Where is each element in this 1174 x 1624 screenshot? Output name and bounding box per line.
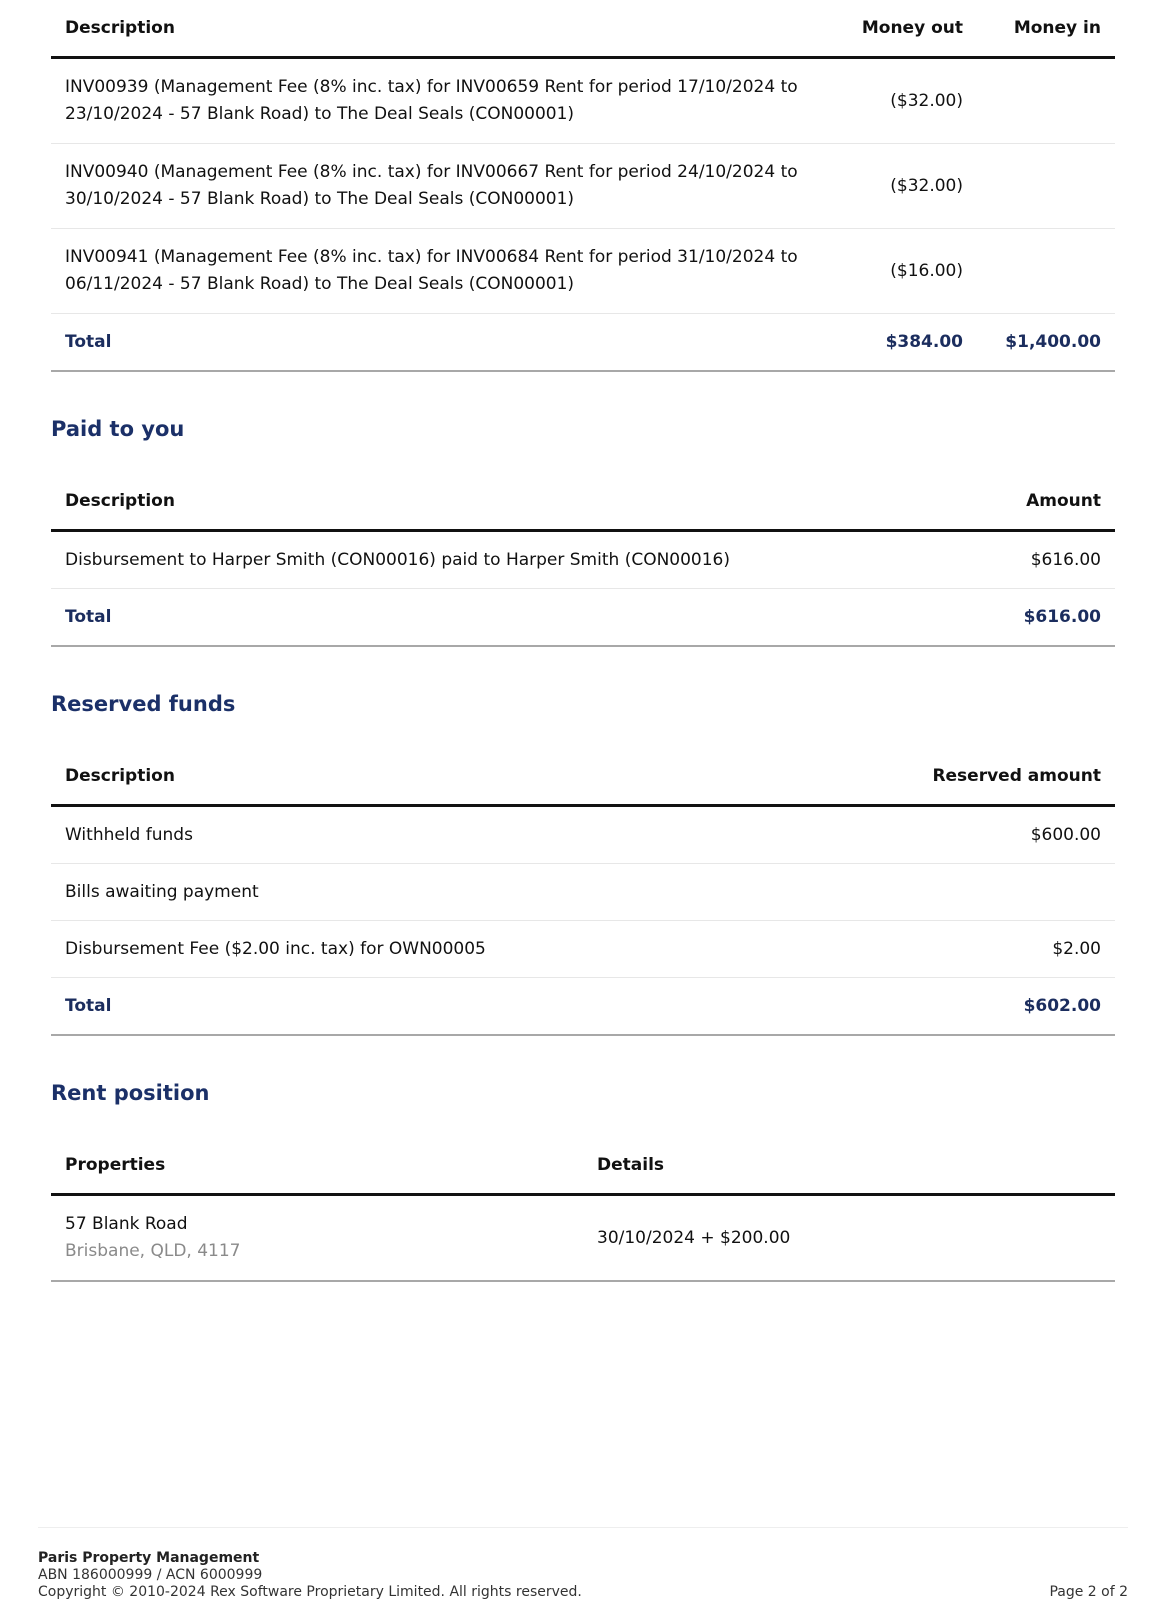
reserved-funds-section <box>51 692 1115 1036</box>
description-header: Description <box>51 0 831 58</box>
rent-position-section <box>51 1081 1115 1282</box>
money-in-cell <box>977 229 1115 314</box>
table-header-row <box>51 748 1115 806</box>
invoices-table <box>51 0 1115 372</box>
total-amount: $602.00 <box>865 978 1115 1036</box>
property-address: 57 Blank Road <box>65 1214 188 1234</box>
money-in-cell <box>977 58 1115 144</box>
money-out-cell: ($16.00) <box>831 229 977 314</box>
total-label: Total <box>51 589 915 647</box>
total-money-out: $384.00 <box>831 314 977 372</box>
table-header-row <box>51 1137 1115 1195</box>
amount-cell <box>865 864 1115 921</box>
total-label: Total <box>51 978 865 1036</box>
table-row <box>51 921 1115 978</box>
properties-header: Properties <box>51 1137 583 1195</box>
reserved-funds-table <box>51 748 1115 1036</box>
description-line: 06/11/2024 - 57 Blank Road) to The Deal Seals (CON00001) <box>65 274 575 294</box>
section-title: Reserved funds <box>51 692 236 716</box>
table-row <box>51 1195 1115 1282</box>
description-line: INV00939 (Management Fee (8% inc. tax) for INV00659 Rent for period 17/10/2024 to <box>65 77 798 97</box>
description-line: INV00940 (Management Fee (8% inc. tax) for INV00667 Rent for period 24/10/2024 to <box>65 162 798 182</box>
total-amount: $616.00 <box>915 589 1115 647</box>
money-out-cell: ($32.00) <box>831 144 977 229</box>
money-in-cell <box>977 144 1115 229</box>
statement-content <box>51 0 1115 1282</box>
company-registration: ABN 186000999 / ACN 6000999 <box>38 1567 263 1583</box>
total-label: Total <box>51 314 831 372</box>
description-cell <box>51 229 831 314</box>
table-row <box>51 806 1115 864</box>
money-out-header: Money out <box>831 0 977 58</box>
table-row <box>51 58 1115 144</box>
total-row <box>51 314 1115 372</box>
description-line: INV00941 (Management Fee (8% inc. tax) for INV00684 Rent for period 31/10/2024 to <box>65 247 798 267</box>
paid-to-you-section <box>51 417 1115 647</box>
page-number: Page 2 of 2 <box>1049 1584 1128 1600</box>
description-header: Description <box>51 473 915 531</box>
rent-position-table <box>51 1137 1115 1282</box>
description-cell: Disbursement to Harper Smith (CON00016) paid to Harper Smith (CON00016) <box>51 531 915 589</box>
table-row <box>51 531 1115 589</box>
rent-details-cell: 30/10/2024 + $200.00 <box>583 1195 1115 1282</box>
company-name: Paris Property Management <box>38 1550 260 1566</box>
reserved-amount-header: Reserved amount <box>865 748 1115 806</box>
section-title: Rent position <box>51 1081 210 1105</box>
paid-to-you-table <box>51 473 1115 647</box>
table-header-row <box>51 473 1115 531</box>
description-line: 23/10/2024 - 57 Blank Road) to The Deal Seals (CON00001) <box>65 104 575 124</box>
amount-cell: $2.00 <box>865 921 1115 978</box>
description-cell: Bills awaiting payment <box>51 864 865 921</box>
money-in-header: Money in <box>977 0 1115 58</box>
table-row <box>51 229 1115 314</box>
property-cell <box>51 1195 583 1282</box>
description-header: Description <box>51 748 865 806</box>
description-line: 30/10/2024 - 57 Blank Road) to The Deal Seals (CON00001) <box>65 189 575 209</box>
table-row <box>51 144 1115 229</box>
table-row <box>51 864 1115 921</box>
amount-cell: $616.00 <box>915 531 1115 589</box>
description-cell <box>51 58 831 144</box>
total-row <box>51 978 1115 1036</box>
page-footer <box>38 1527 1128 1601</box>
section-title: Paid to you <box>51 417 185 441</box>
total-row <box>51 589 1115 647</box>
description-cell: Withheld funds <box>51 806 865 864</box>
amount-cell: $600.00 <box>865 806 1115 864</box>
total-money-in: $1,400.00 <box>977 314 1115 372</box>
copyright-notice: Copyright © 2010-2024 Rex Software Proprietary Limited. All rights reserved. <box>38 1584 582 1600</box>
money-out-cell: ($32.00) <box>831 58 977 144</box>
description-cell <box>51 144 831 229</box>
property-suburb: Brisbane, QLD, 4117 <box>65 1241 241 1261</box>
details-header: Details <box>583 1137 1115 1195</box>
amount-header: Amount <box>915 473 1115 531</box>
description-cell: Disbursement Fee ($2.00 inc. tax) for OWN00005 <box>51 921 865 978</box>
table-header-row <box>51 0 1115 58</box>
